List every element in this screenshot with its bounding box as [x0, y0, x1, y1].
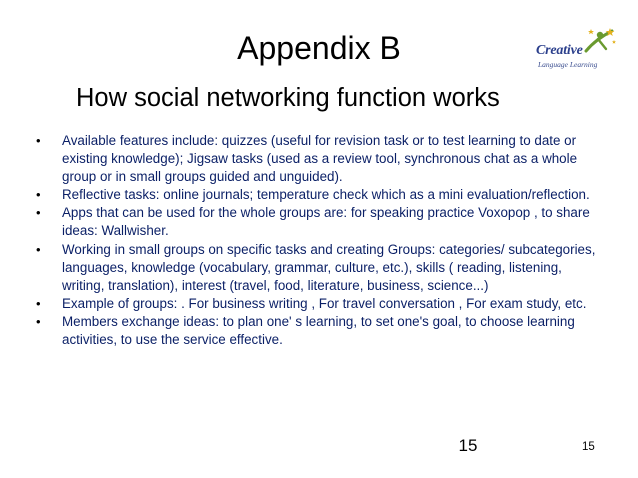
- slide-title: Appendix B: [237, 30, 401, 66]
- logo-tagline: Language Learning: [538, 60, 598, 69]
- creative-logo: [532, 27, 616, 77]
- bullet-item: [36, 132, 606, 186]
- bullet-marker: •: [36, 133, 41, 148]
- bullet-text: Members exchange ideas: to plan one' s learning, to set one's goal, to choose learning activities, to use the service effective.: [62, 313, 575, 348]
- bullet-item: [36, 241, 606, 295]
- bullet-item: [36, 295, 606, 313]
- slide-number: 15: [582, 441, 595, 453]
- bullet-marker: •: [36, 187, 41, 203]
- bullet-text: Available features include: quizzes (useful for revision task or to test learning to date or existing knowledge); Jigsaw tasks (used as a review tool, synchronous chat as a whole group or in small groups guided and unguided).: [62, 133, 578, 185]
- bullet-text: Apps that can be used for the whole groups are: for speaking practice Voxopop , to share ideas: Wallwisher.: [62, 205, 590, 239]
- bullet-text: Reflective tasks: online journals; temperature check which as a mini evaluation/reflection.: [62, 187, 590, 203]
- bullet-list: [36, 132, 606, 349]
- bullet-marker: •: [36, 313, 41, 329]
- bullet-marker: •: [36, 205, 41, 221]
- page-number: 15: [458, 436, 478, 455]
- bullet-marker: •: [36, 295, 41, 311]
- bullet-marker: •: [36, 241, 41, 257]
- bullet-item: [36, 204, 606, 240]
- bullet-item: [36, 313, 606, 349]
- bullet-item: [36, 186, 606, 204]
- bullet-text: Example of groups: . For business writing , For travel conversation , For exam study, etc.: [62, 295, 587, 311]
- bullet-text: Working in small groups on specific tasks and creating Groups: categories/ subcategories, languages, knowledge (vocabulary, grammar, culture, etc.), skills ( reading, listening, writing, translation), interest (travel, food, literature, business, science...): [62, 241, 596, 293]
- logo-wordmark: Creative: [536, 43, 583, 58]
- slide-subtitle: How social networking function works: [76, 84, 500, 112]
